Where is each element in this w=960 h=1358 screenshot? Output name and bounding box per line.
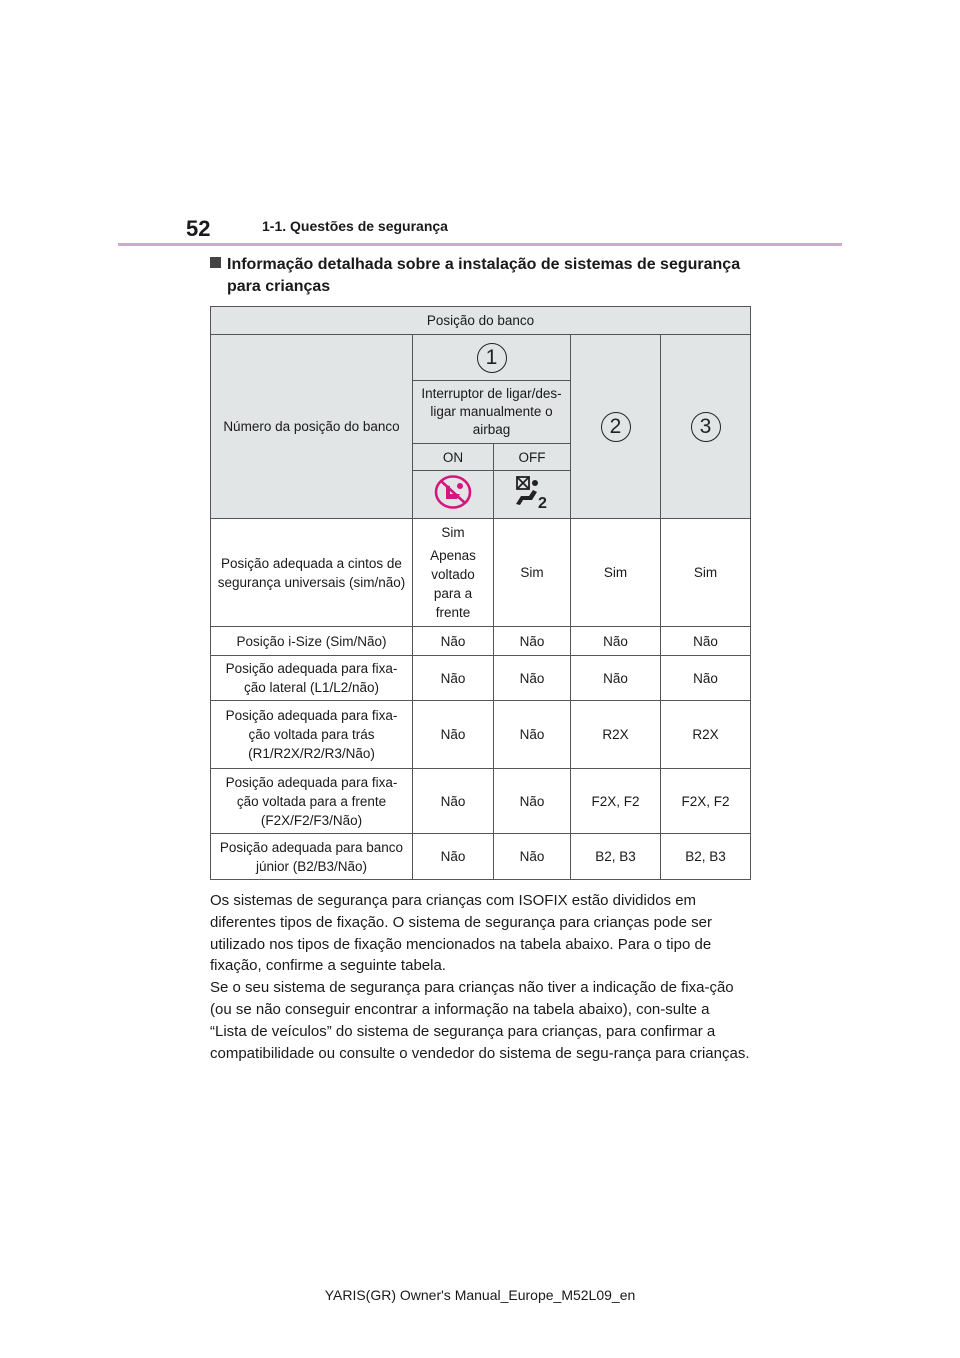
- airbag-state-on: ON: [413, 444, 494, 471]
- table-row: [211, 769, 751, 834]
- seat-1-header: [413, 335, 571, 381]
- airbag-on-icon: [433, 474, 473, 510]
- airbag-off-icon-digit: 2: [538, 495, 547, 510]
- seat-number-2: 2: [601, 412, 631, 442]
- row-value: Não: [413, 769, 494, 834]
- section-title: 1-1. Questões de segurança: [262, 218, 448, 234]
- row-value: Não: [413, 627, 494, 656]
- heading-line-2: para crianças: [227, 278, 331, 295]
- row-label: Posição adequada para fixa-ção voltada para a frente (F2X/F2/F3/Não): [211, 769, 413, 834]
- row-label: Posição adequada para fixa-ção voltada para trás (R1/R2X/R2/R3/Não): [211, 701, 413, 769]
- table-row: [211, 834, 751, 880]
- seat-number-3: 3: [691, 412, 721, 442]
- universal-seat1-on-value: Sim: [441, 525, 465, 540]
- row-value: R2X: [661, 701, 751, 769]
- row-value: Não: [494, 656, 571, 701]
- row-value: F2X, F2: [571, 769, 661, 834]
- row-value: B2, B3: [571, 834, 661, 880]
- table-title: Posição do banco: [211, 307, 751, 335]
- row-value: Não: [413, 701, 494, 769]
- row-value: Não: [571, 627, 661, 656]
- heading-line-1: Informação detalhada sobre a instalação de sistemas de segurança: [227, 256, 741, 273]
- body-text: [210, 890, 750, 1064]
- row-label: Posição adequada para fixa-ção lateral (L1/L2/não): [211, 656, 413, 701]
- airbag-off-icon: [512, 474, 552, 510]
- row-value: R2X: [571, 701, 661, 769]
- seat-number-1: 1: [477, 343, 507, 373]
- airbag-switch-label: Interruptor de ligar/des-ligar manualmente o airbag: [413, 381, 571, 444]
- row-value: F2X, F2: [661, 769, 751, 834]
- airbag-state-off: OFF: [494, 444, 571, 471]
- row-value: Não: [571, 656, 661, 701]
- universal-seat1-off-value: Sim: [494, 519, 571, 627]
- row-value: Não: [494, 834, 571, 880]
- row-label: Posição adequada para banco júnior (B2/B3/Não): [211, 834, 413, 880]
- universal-seat1-on-note: Apenas voltado para a frente: [430, 548, 476, 620]
- row-value: B2, B3: [661, 834, 751, 880]
- universal-seat1-on-cell: [413, 519, 494, 627]
- table-row: [211, 701, 751, 769]
- footer-manual-id: YARIS(GR) Owner's Manual_Europe_M52L09_en: [324, 1287, 636, 1303]
- table-row: [211, 656, 751, 701]
- table-row: [211, 627, 751, 656]
- row-value: Não: [661, 656, 751, 701]
- universal-seat2-value: Sim: [571, 519, 661, 627]
- seat-number-label: Número da posição do banco: [211, 335, 413, 519]
- universal-seat3-value: Sim: [661, 519, 751, 627]
- row-label: Posição i-Size (Sim/Não): [211, 627, 413, 656]
- body-paragraph-2: Se o seu sistema de segurança para crianças não tiver a indicação de fixa-ção (ou se não conseguir encontrar a informação na tabela abaixo), con-sulte a “Lista de veículos” do sistema de segurança para crianças, para confirmar a compatibilidade ou consulte o vendedor do sistema de segu-rança para crianças.: [210, 979, 750, 1062]
- airbag-on-icon-cell: [413, 471, 494, 519]
- row-value: Não: [413, 656, 494, 701]
- page-number: 52: [186, 216, 211, 241]
- section-heading: [210, 254, 770, 298]
- body-paragraph-1: Os sistemas de segurança para crianças com ISOFIX estão divididos em diferentes tipos de fixação. O sistema de segurança para crianças pode ser utilizado nos tipos de fixação mencionados na tabela abaixo. Para o tipo de fixação, confirme a seguinte tabela.: [210, 892, 712, 975]
- header-divider: [118, 243, 842, 246]
- seat-3-header: [661, 335, 751, 519]
- seat-2-header: [571, 335, 661, 519]
- row-value: Não: [494, 701, 571, 769]
- row-value: Não: [661, 627, 751, 656]
- airbag-off-icon-cell: [494, 471, 571, 519]
- seat-position-table: [210, 306, 751, 880]
- row-value: Não: [413, 834, 494, 880]
- universal-belt-label: Posição adequada a cintos de segurança universais (sim/não): [211, 519, 413, 627]
- square-bullet-icon: [210, 257, 221, 268]
- row-value: Não: [494, 627, 571, 656]
- row-value: Não: [494, 769, 571, 834]
